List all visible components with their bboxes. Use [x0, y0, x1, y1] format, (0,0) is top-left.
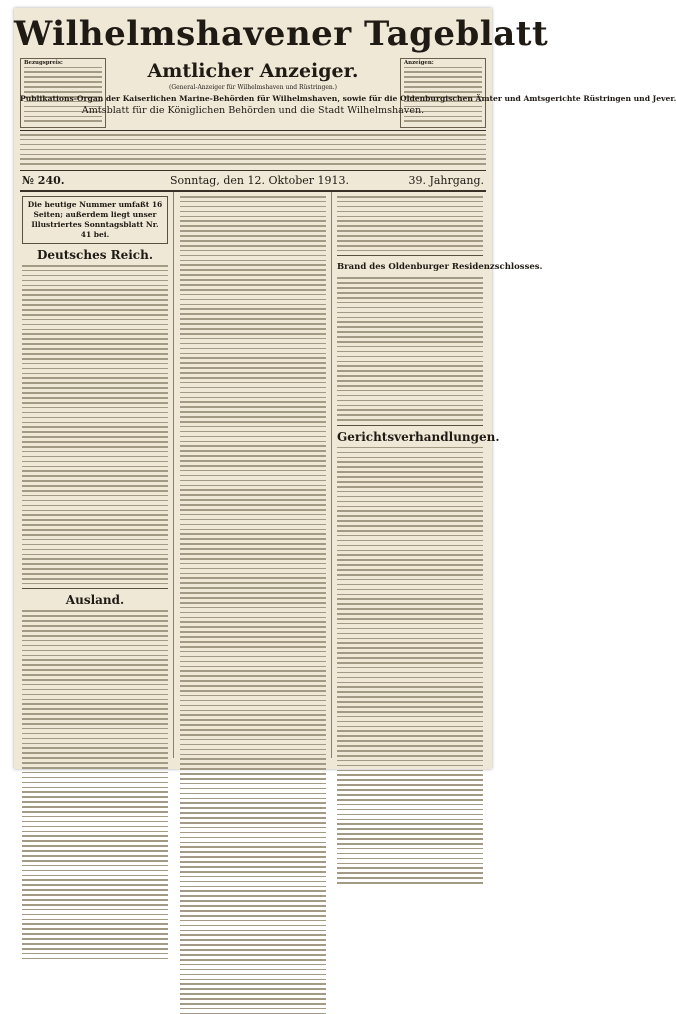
newspaper-title: Wilhelmshavener Tageblatt — [14, 14, 549, 54]
issue-date: Sonntag, den 12. Oktober 1913. — [170, 174, 349, 187]
article-text — [22, 610, 168, 959]
publication-organ-line: Publikations-Organ der Kaiserlichen Marine-Behörden für Wilhelmshaven, sowie für die Oldenburgischen Ämter und Amtsgerichte Rüstringen und Jever. — [20, 94, 676, 103]
advertisement-info-box — [400, 58, 486, 128]
article-text — [337, 196, 483, 251]
section-separator — [337, 425, 483, 426]
newspaper-page — [14, 8, 676, 769]
section-heading-gerichtsverhandlungen: Gerichtsverhandlungen. — [337, 429, 500, 444]
column-divider — [331, 192, 332, 758]
column-divider — [173, 192, 174, 758]
column-2 — [180, 192, 326, 758]
subscription-box-heading: Bezugspreis: — [24, 60, 63, 66]
column-1 — [22, 192, 168, 758]
subtitle-text: Amtlicher Anzeiger. — [147, 60, 359, 82]
section-heading-deutsches-reich: Deutsches Reich. — [36, 248, 154, 262]
amtsblatt-line: Amtsblatt für die Königlichen Behörden und die Stadt Wilhelmshaven. — [81, 105, 425, 116]
volume-year: 39. Jahrgang. — [408, 174, 484, 187]
section-heading-ausland: Ausland. — [65, 593, 125, 608]
column-3 — [337, 192, 543, 758]
masthead-rule — [20, 130, 486, 131]
article-text — [180, 196, 326, 1014]
issue-notice-box: Die heutige Nummer umfaßt 16 Seiten; außerdem liegt unser Illustriertes Sonntagsblatt Nr. 41 bei. — [22, 196, 168, 244]
section-heading-schlossbrand: Brand des Oldenburger Residenzschlosses. — [337, 262, 543, 273]
section-separator — [22, 588, 168, 589]
article-text — [22, 265, 168, 584]
advertisement-box-heading: Anzeigen: — [404, 60, 434, 66]
subtitle-note: (General-Anzeiger für Wilhelmshaven und Rüstringen.) — [168, 84, 337, 91]
publication-notice — [20, 134, 486, 168]
official-gazette-subtitle — [110, 60, 396, 82]
article-text — [337, 277, 483, 420]
section-separator — [337, 255, 483, 256]
issue-number: № 240. — [22, 174, 65, 187]
subscription-info-box — [20, 58, 106, 128]
dateline-top-rule — [20, 170, 486, 171]
article-text — [337, 447, 483, 884]
dateline — [20, 172, 486, 190]
